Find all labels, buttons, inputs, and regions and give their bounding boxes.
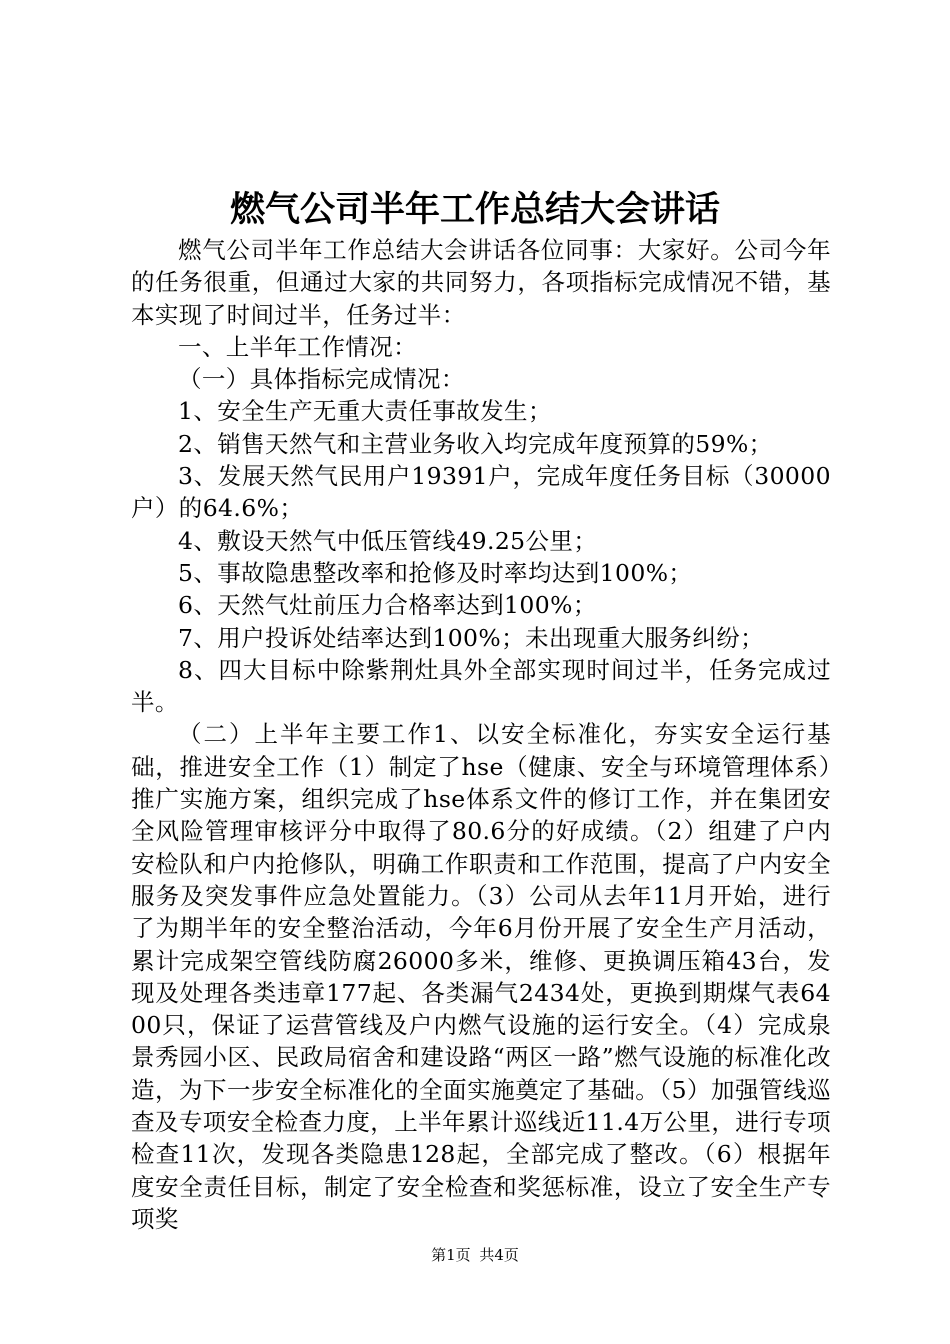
paragraph-item-5: 5、事故隐患整改率和抢修及时率均达到100%；	[178, 558, 693, 587]
page-footer	[0, 1245, 950, 1265]
paragraph-main-work: （二）上半年主要工作1、以安全标准化，夯实安全运行基础，推进安全工作（1）制定了hse（健康、安全与环境管理体系）推广实施方案，组织完成了hse体系文件的修订工作，并在集团安全风险管理审核评分中取得了80.6分的好成绩。（2）组建了户内安检队和户内抢修队，明确工作职责和工作范围，提高了户内安全服务及突发事件应急处置能力。（3）公司从去年11月开始，进行了为期半年的安全整治活动，今年6月份开展了安全生产月活动，累计完成架空管线防腐26000多米，维修、更换调压箱43台，发现及处理各类违章177起、各类漏气2434处，更换到期煤气表6400只，保证了运营管线及户内燃气设施的运行安全。（4）完成泉景秀园小区、民政局宿舍和建设路“两区一路”燃气设施的标准化改造，为下一步安全标准化的全面实施奠定了基础。（5）加强管线巡查及专项安全检查力度，上半年累计巡线近11.4万公里，进行专项检查11次，发现各类隐患128起，全部完成了整改。（6）根据年度安全责任目标，制定了安全检查和奖惩标准，设立了安全生产专项奖	[131, 720, 831, 1233]
paragraph-item-8: 8、四大目标中除紫荆灶具外全部实现时间过半，任务完成过半。	[131, 655, 831, 717]
paragraph-item-2: 2、销售天然气和主营业务收入均完成年度预算的59%；	[178, 429, 773, 458]
document-body	[131, 234, 831, 1235]
paragraph-item-3: 3、发展天然气民用户19391户，完成年度任务目标（30000户）的64.6%；	[131, 462, 831, 523]
paragraph-item-4: 4、敷设天然气中低压管线49.25公里；	[178, 526, 598, 555]
page-number: 第1页	[431, 1246, 471, 1264]
paragraph-item-1: 1、安全生产无重大责任事故发生；	[178, 397, 552, 426]
paragraph-subsection-1: （一）具体指标完成情况：	[178, 365, 465, 394]
paragraph-item-6: 6、天然气灶前压力合格率达到100%；	[178, 591, 597, 620]
paragraph-intro: 燃气公司半年工作总结大会讲话各位同事：大家好。公司今年的任务很重，但通过大家的共同努力，各项指标完成情况不错，基本实现了时间过半，任务过半：	[131, 236, 831, 329]
paragraph-item-7: 7、用户投诉处结率达到100%；未出现重大服务纠纷；	[178, 623, 765, 652]
paragraph-section-1: 一、上半年工作情况：	[178, 332, 417, 361]
document-title: 燃气公司半年工作总结大会讲话	[229, 189, 720, 230]
page-total: 共4页	[479, 1246, 519, 1264]
